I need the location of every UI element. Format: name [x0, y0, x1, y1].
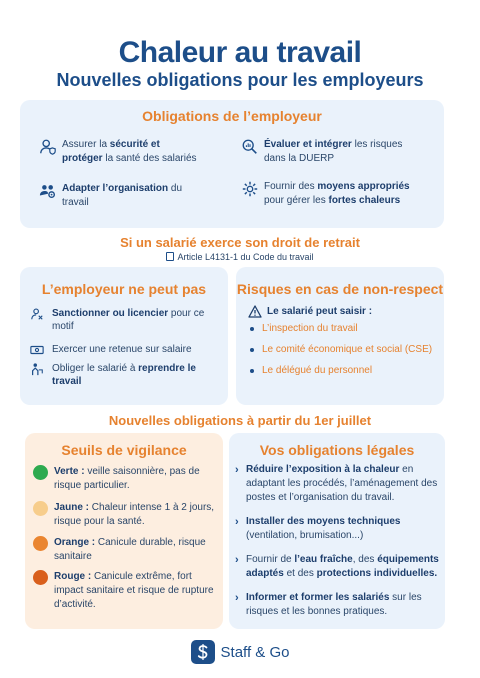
money-icon — [30, 343, 46, 357]
worker-icon — [30, 362, 46, 376]
article-text: Article L4131-1 du Code du travail — [177, 252, 314, 262]
document-icon — [166, 252, 174, 261]
obligation-evaluer-post: les risques — [351, 139, 403, 150]
obligation-securite — [38, 138, 228, 166]
obligation-securite-bold2: protéger — [62, 153, 103, 164]
brand-name: Staff & Go — [220, 643, 290, 661]
seuil-level: Jaune : — [54, 502, 90, 513]
obligation-moyens-bold: moyens appropriés — [317, 181, 410, 192]
staff-and-go-logo-icon — [191, 640, 215, 664]
warning-icon — [248, 305, 262, 318]
obligation-securite-line2: la santé des salariés — [102, 153, 197, 164]
search-chart-icon — [240, 138, 260, 156]
legal-item-former — [235, 591, 441, 619]
obligation-securite-bold: sécurité et — [109, 139, 160, 150]
obligation-organisation-post: du — [168, 183, 183, 194]
obligation-moyens — [240, 180, 440, 208]
np-reprendre-bold: reprendre le travail — [52, 363, 196, 387]
legal-bold: Réduire l’exposition à la chaleur — [246, 464, 400, 475]
chevron-right-icon: › — [235, 554, 239, 566]
risques-card — [236, 267, 444, 405]
obligations-legales-title: Vos obligations légales — [259, 442, 415, 458]
legal-item-moyens — [235, 515, 441, 543]
seuil-text: Canicule durable, risque sanitaire — [54, 537, 206, 562]
legal-item-exposition — [235, 463, 441, 505]
obligation-moyens-bold2: fortes chaleurs — [328, 195, 401, 206]
seuils-title: Seuils de vigilance — [61, 442, 187, 458]
np-item-sanctionner — [30, 307, 220, 333]
vigilance-dot — [33, 570, 48, 585]
obligation-evaluer-bold: Évaluer et intégrer — [264, 139, 352, 150]
legal-item-eau — [235, 553, 441, 581]
seuils-card — [25, 433, 223, 629]
juillet-heading: Nouvelles obligations à partir du 1er juillet — [108, 413, 372, 428]
np-sanctionner-bold: Sanctionner ou licencier — [52, 308, 169, 319]
risque-item-text: L’inspection du travail — [262, 323, 358, 334]
risque-item — [250, 365, 372, 376]
obligation-evaluer — [240, 138, 430, 166]
legal-rest: sur les risques et les bonnes pratiques. — [246, 592, 422, 617]
seuil-rouge — [33, 570, 219, 612]
seuil-level: Rouge : — [54, 571, 92, 582]
ne-peut-pas-card — [20, 267, 228, 405]
seuil-text: veille saisonnière, pas de risque particulier. — [54, 466, 200, 491]
obligation-evaluer-line2: dans la DUERP — [264, 153, 335, 164]
seuil-level: Orange : — [54, 537, 96, 548]
brand-footer — [0, 640, 480, 664]
legal-bold2: équipements adaptés — [246, 554, 439, 579]
np-item-retenue — [30, 343, 220, 357]
np-reprendre-rest: Obliger le salarié à — [52, 363, 139, 374]
page-subtitle: Nouvelles obligations pour les employeurs — [56, 70, 424, 90]
seuil-verte — [33, 465, 219, 493]
risques-title: Risques en cas de non-respect — [236, 281, 444, 297]
retrait-heading: Si un salarié exerce son droit de retrait — [120, 235, 360, 250]
legal-pre: Fournir de — [246, 554, 295, 565]
seuil-jaune — [33, 501, 219, 529]
risque-item-text: Le comité économique et social (CSE) — [262, 344, 433, 355]
obligation-moyens-pre: Fournir des — [264, 181, 318, 192]
np-sanctionner-rest: pour ce motif — [52, 308, 205, 332]
np-item-reprendre — [30, 362, 220, 388]
seuil-text: Chaleur intense 1 à 2 jours, risque pour la santé. — [54, 502, 215, 527]
obligation-securite-pre: Assurer la — [62, 139, 110, 150]
obligation-moyens-line2: pour gérer les — [264, 195, 329, 206]
ne-peut-pas-title: L’employeur ne peut pas — [41, 281, 207, 297]
legal-bold: Informer et former les salariés — [246, 592, 390, 603]
seuil-orange — [33, 536, 219, 564]
legal-mid: , des — [352, 554, 378, 565]
obligation-organisation-bold: Adapter l’organisation — [62, 183, 169, 194]
user-cross-icon — [30, 307, 46, 321]
obligations-card — [20, 100, 444, 228]
team-gear-icon — [38, 182, 58, 200]
chevron-right-icon: › — [235, 592, 239, 604]
obligations-title: Obligations de l’employeur — [142, 108, 322, 124]
legal-bold3: protections individuelles. — [316, 568, 438, 579]
legal-bold: Installer des moyens techniques — [246, 516, 401, 527]
user-shield-icon — [38, 138, 58, 156]
seuil-level: Verte : — [54, 466, 85, 477]
vigilance-dot — [33, 536, 48, 551]
legal-bold: l’eau fraîche — [294, 554, 353, 565]
risques-head — [248, 305, 372, 318]
obligation-organisation — [38, 182, 228, 210]
obligation-organisation-line2: travail — [62, 197, 89, 208]
chevron-right-icon: › — [235, 516, 239, 528]
vigilance-dot — [33, 465, 48, 480]
np-retenue-text: Exercer une retenue sur salaire — [52, 344, 192, 355]
risques-head-text: Le salarié peut saisir : — [267, 306, 373, 317]
article-reference — [0, 252, 480, 262]
chevron-right-icon: › — [235, 464, 239, 476]
gear-icon — [240, 180, 260, 198]
risque-item-text: Le délégué du personnel — [262, 365, 373, 376]
vigilance-dot — [33, 501, 48, 516]
seuil-text: Canicule extrême, fort impact sanitaire et risque de rupture d’activité. — [54, 571, 214, 610]
legal-rest: (ventilation, brumisation...) — [246, 530, 364, 541]
risque-item — [250, 344, 432, 355]
legal-mid2: et des — [283, 568, 317, 579]
obligations-legales-card — [229, 433, 445, 629]
legal-rest: en adaptant les procédés, l’aménagement des postes et l’organisation du travail. — [246, 464, 438, 503]
risque-item — [250, 323, 358, 334]
page-title: Chaleur au travail — [118, 36, 362, 69]
